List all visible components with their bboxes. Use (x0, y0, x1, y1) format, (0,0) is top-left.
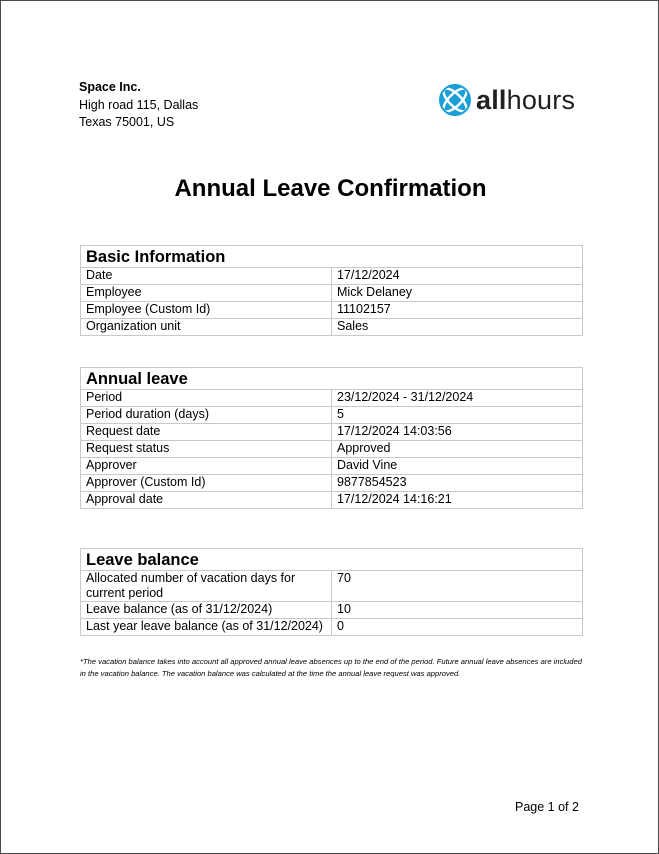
row-value: 5 (332, 407, 583, 424)
company-address-line1: High road 115, Dallas (79, 97, 199, 112)
section-heading: Annual leave (81, 368, 583, 390)
row-label: Employee (81, 285, 332, 302)
row-value: Sales (332, 319, 583, 336)
globe-logo-icon (438, 83, 472, 117)
balance-footnote: *The vacation balance takes into account all approved annual leave absences up to the end of the period. Future annual leave absences are included in the vacation balance. The vacation balance was calculated at the time the annual leave request was approved. (80, 657, 582, 678)
row-value: 17/12/2024 14:03:56 (332, 424, 583, 441)
logo-text-light: hours (506, 85, 576, 115)
section-heading: Leave balance (81, 549, 583, 571)
row-value: 11102157 (332, 302, 583, 319)
table-row (81, 492, 583, 509)
row-value: 9877854523 (332, 475, 583, 492)
table-row (81, 602, 583, 619)
row-label: Allocated number of vacation days for current period (81, 571, 332, 602)
row-value: 0 (332, 619, 583, 636)
row-label: Date (81, 268, 332, 285)
row-label: Leave balance (as of 31/12/2024) (81, 602, 332, 619)
table-row (81, 571, 583, 602)
table-row (81, 319, 583, 336)
table-row (81, 424, 583, 441)
table-row (81, 285, 583, 302)
row-label: Request date (81, 424, 332, 441)
row-label: Approval date (81, 492, 332, 509)
table-row (81, 302, 583, 319)
row-label: Last year leave balance (as of 31/12/2024) (81, 619, 332, 636)
logo-text-bold: all (476, 85, 507, 115)
row-value: 17/12/2024 14:16:21 (332, 492, 583, 509)
company-name: Space Inc. (79, 80, 141, 94)
basic-information-table (80, 245, 583, 336)
leave-balance-table (80, 548, 583, 636)
annual-leave-table (80, 367, 583, 509)
table-row (81, 475, 583, 492)
table-row (81, 390, 583, 407)
document-title: Annual Leave Confirmation (174, 175, 487, 202)
company-address-line2: Texas 75001, US (79, 115, 175, 129)
row-value: 17/12/2024 (332, 268, 583, 285)
row-label: Approver (81, 458, 332, 475)
row-value: 10 (332, 602, 583, 619)
table-row (81, 441, 583, 458)
section-heading: Basic Information (81, 246, 583, 268)
row-value: Mick Delaney (332, 285, 583, 302)
row-label: Organization unit (81, 319, 332, 336)
page-number: Page 1 of 2 (515, 800, 579, 814)
table-row (81, 619, 583, 636)
table-row (81, 407, 583, 424)
table-row (81, 458, 583, 475)
row-label: Period (81, 390, 332, 407)
row-label: Request status (81, 441, 332, 458)
table-row (81, 268, 583, 285)
row-value: 70 (332, 571, 583, 602)
row-value: David Vine (332, 458, 583, 475)
row-label: Period duration (days) (81, 407, 332, 424)
row-value: 23/12/2024 - 31/12/2024 (332, 390, 583, 407)
company-address (79, 79, 198, 132)
logo-wordmark (476, 83, 575, 117)
row-value: Approved (332, 441, 583, 458)
allhours-logo (438, 83, 588, 119)
row-label: Approver (Custom Id) (81, 475, 332, 492)
row-label: Employee (Custom Id) (81, 302, 332, 319)
